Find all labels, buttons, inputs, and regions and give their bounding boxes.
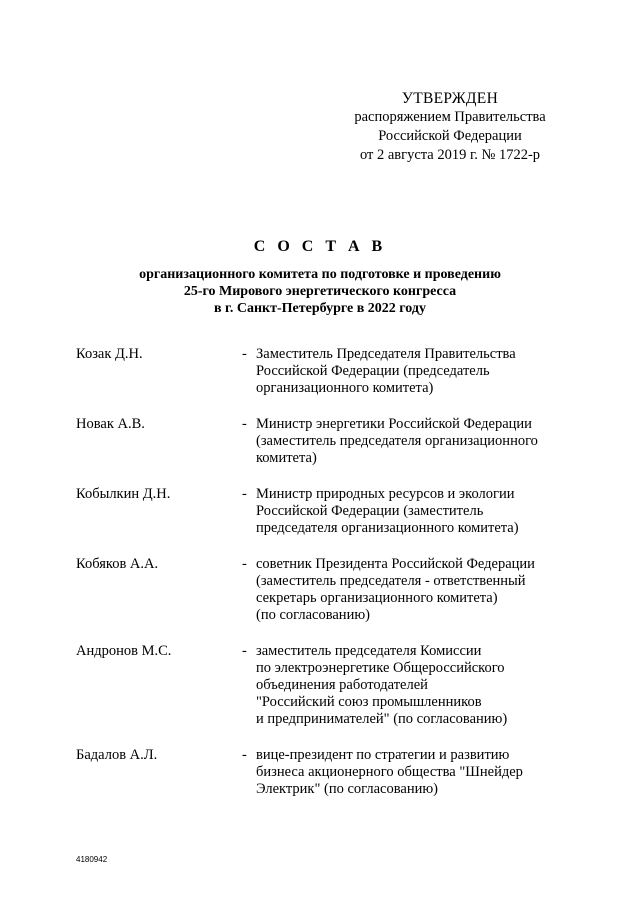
approval-line: Российской Федерации xyxy=(378,128,522,144)
member-role: Заместитель Председателя Правительства Российской Федерации (председатель организационного комитета) xyxy=(256,346,516,396)
member-dash: - xyxy=(242,416,247,432)
member-row xyxy=(76,556,566,624)
member-row xyxy=(76,643,566,728)
member-row xyxy=(76,346,566,397)
member-dash: - xyxy=(242,486,247,502)
heading-main-title: С О С Т А В xyxy=(253,238,387,255)
document-heading xyxy=(60,237,580,317)
member-name: Андронов М.С. xyxy=(76,643,172,659)
member-name: Кобылкин Д.Н. xyxy=(76,486,171,502)
member-dash: - xyxy=(242,346,247,362)
member-name: Козак Д.Н. xyxy=(76,346,143,362)
member-dash: - xyxy=(242,643,247,659)
member-name: Новак А.В. xyxy=(76,416,145,432)
member-dash: - xyxy=(242,747,247,763)
member-row xyxy=(76,416,566,467)
member-role: заместитель председателя Комиссии по электроэнергетике Общероссийского объединения работодателей "Российский союз промышленников и предпринимателей" (по согласованию) xyxy=(256,643,508,727)
approval-date-line: от 2 августа 2019 г. № 1722-р xyxy=(359,147,541,163)
member-role: вице-президент по стратегии и развитию бизнеса акционерного общества "Шнейдер Электрик" (по согласованию) xyxy=(256,747,523,797)
approval-title: УТВЕРЖДЕН xyxy=(401,90,499,107)
member-name: Бадалов А.Л. xyxy=(76,747,158,763)
document-code: 4180942 xyxy=(76,855,108,864)
approval-block xyxy=(340,89,560,165)
member-row xyxy=(76,747,566,798)
committee-member-list xyxy=(76,346,566,798)
heading-subtitle-line: в г. Санкт-Петербурге в 2022 году xyxy=(214,301,426,316)
member-role: Министр энергетики Российской Федерации (заместитель председателя организационного комитета) xyxy=(256,416,538,466)
member-dash: - xyxy=(242,556,247,572)
member-role: советник Президента Российской Федерации (заместитель председателя - ответственный секретарь организационного комитета) (по согласованию) xyxy=(256,556,535,623)
approval-line: распоряжением Правительства xyxy=(354,109,546,125)
member-role: Министр природных ресурсов и экологии Российской Федерации (заместитель председателя организационного комитета) xyxy=(256,486,519,536)
heading-subtitle-line: организационного комитета по подготовке и проведению xyxy=(139,267,501,282)
member-name: Кобяков А.А. xyxy=(76,556,159,572)
member-row xyxy=(76,486,566,537)
heading-subtitle-line: 25-го Мирового энергетического конгресса xyxy=(183,284,457,299)
